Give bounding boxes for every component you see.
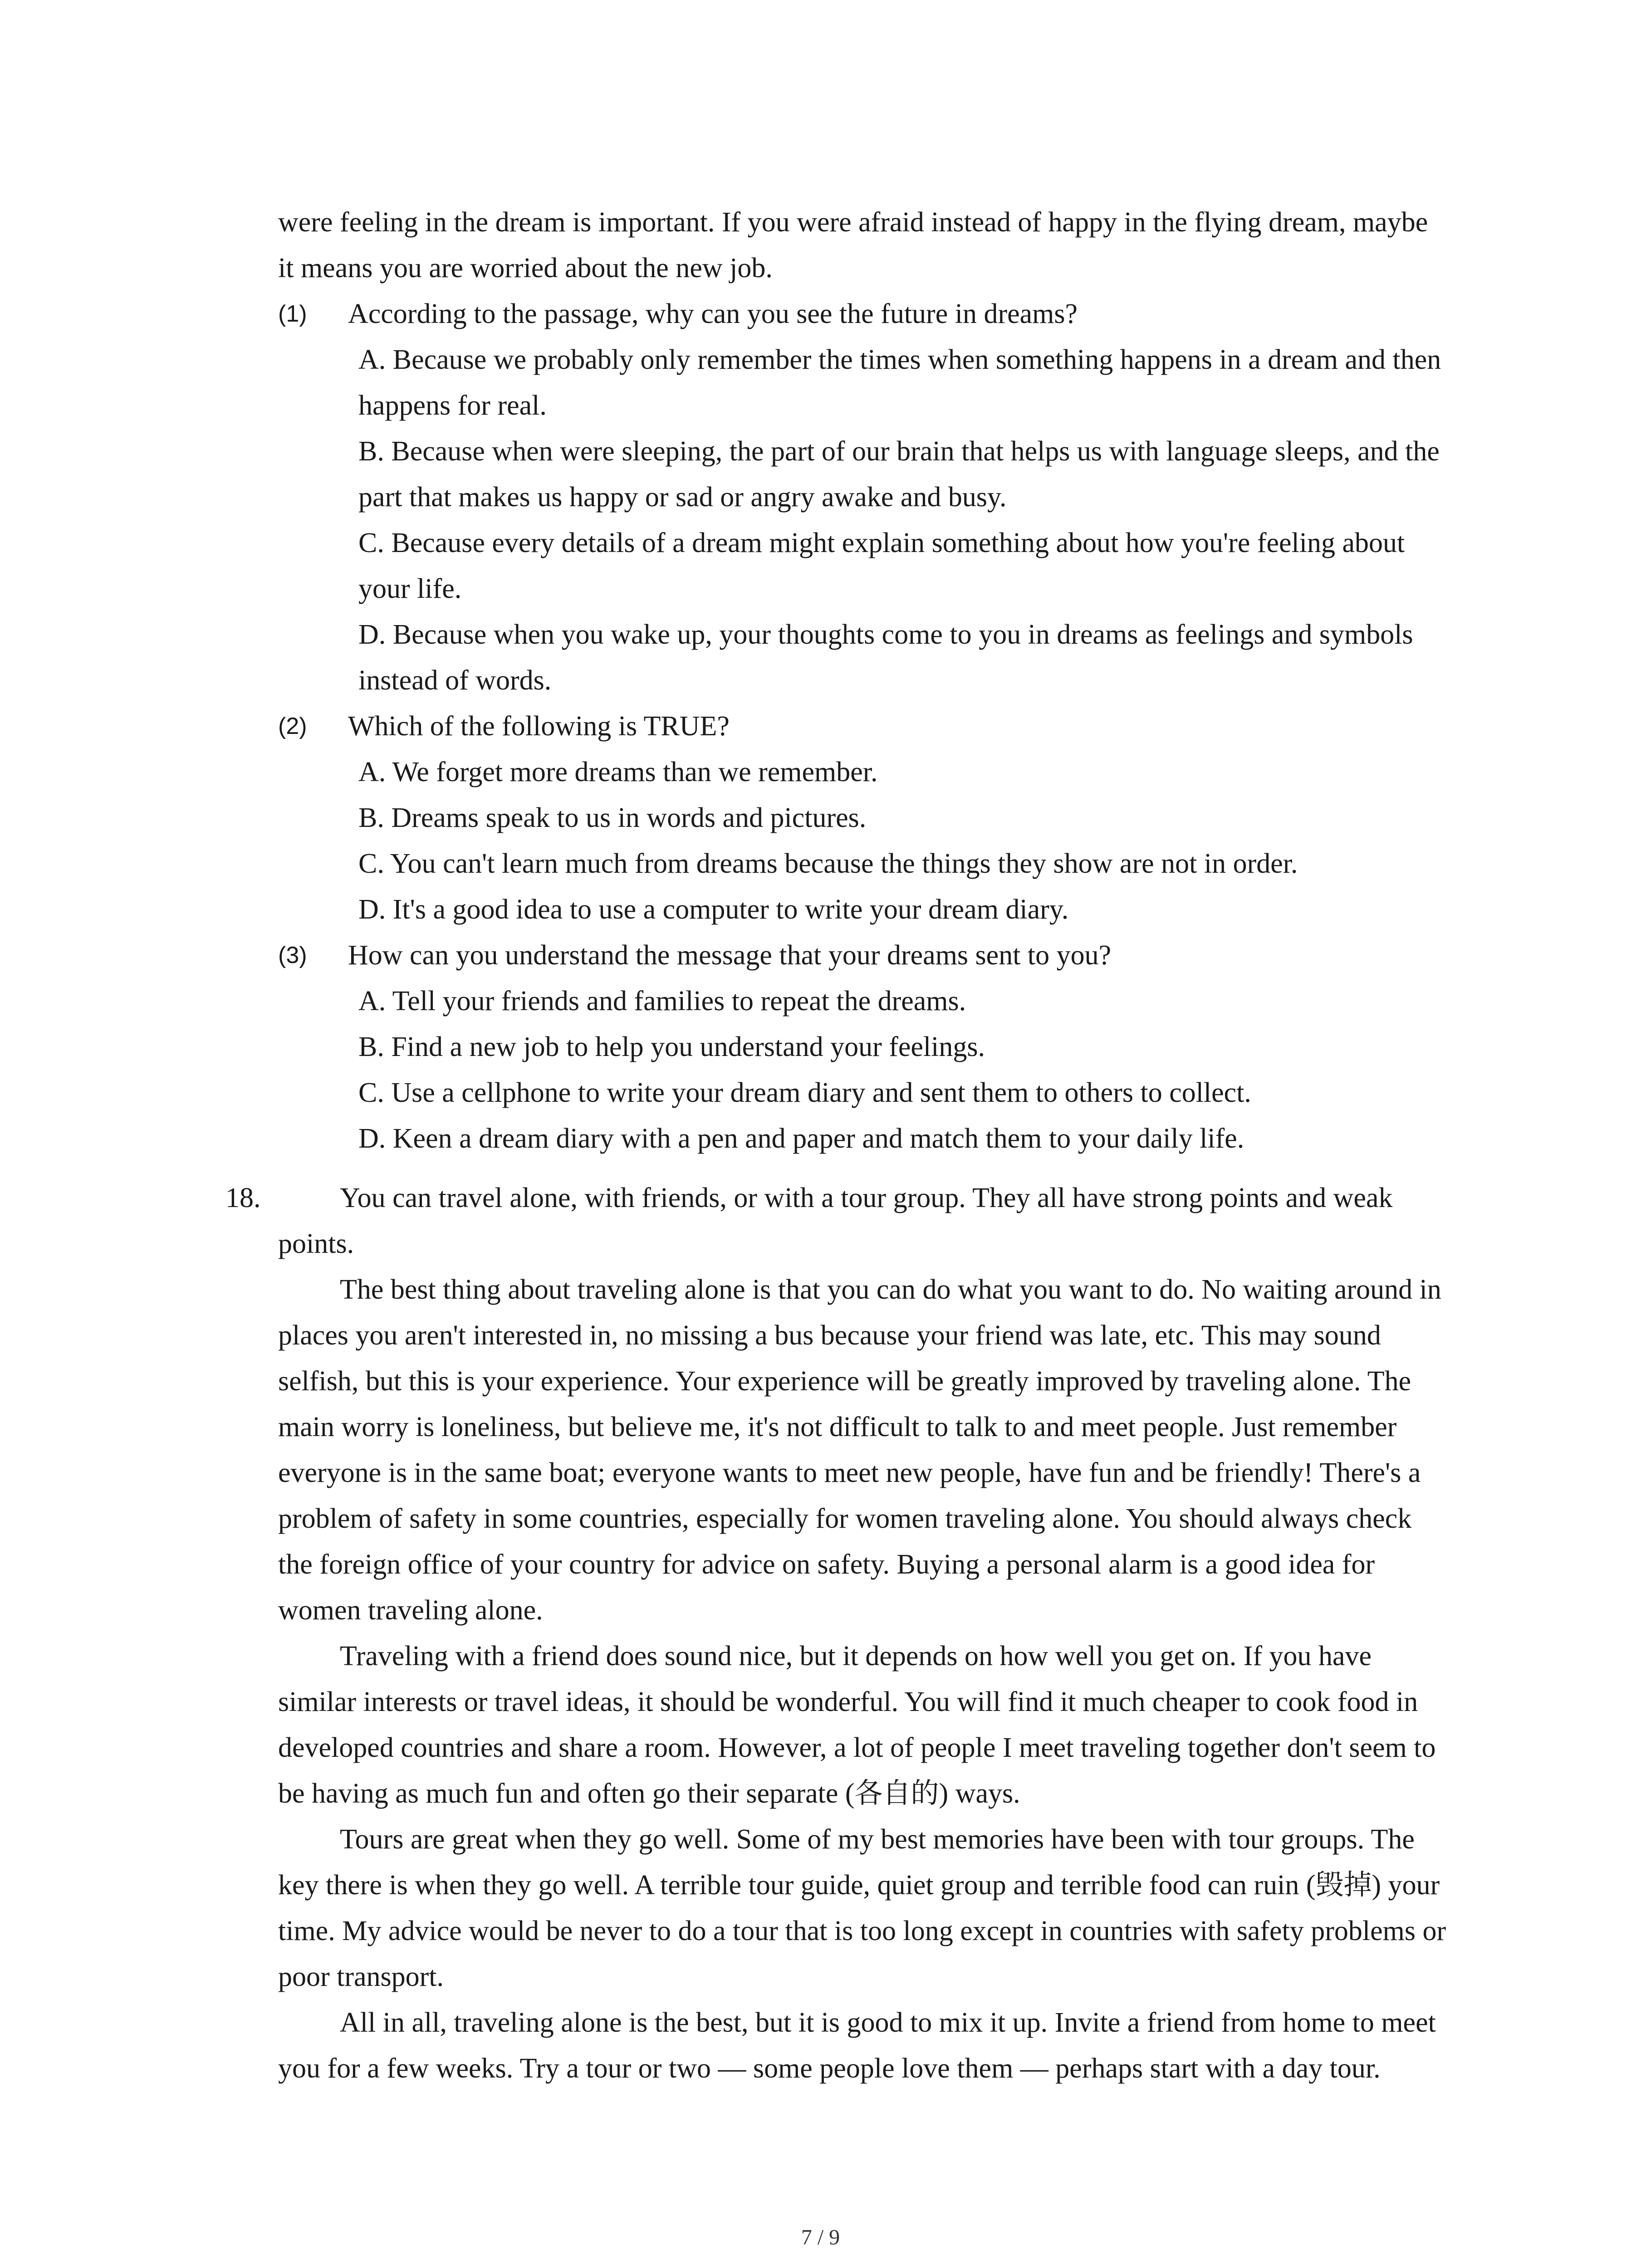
passage-continuation: were feeling in the dream is important. If you were afraid instead of happy in the flying dream, maybe it means you are worried about the new job. [278, 207, 1428, 284]
option-c: C. Use a cellphone to write your dream diary and sent them to others to collect. [358, 1077, 1251, 1108]
option-a: A. Tell your friends and families to repeat the dreams. [358, 986, 966, 1017]
page-number: 7 / 9 [801, 2225, 840, 2249]
option-d: D. It's a good idea to use a computer to write your dream diary. [358, 894, 1069, 925]
page-content [0, 200, 1641, 2092]
question-text: How can you understand the message that your dreams sent to you? [348, 940, 1112, 971]
option-c: C. Because every details of a dream might explain something about how you're feeling about your life. [358, 528, 1405, 604]
passage-paragraph-3: Traveling with a friend does sound nice, but it depends on how well you get on. If you have similar interests or travel ideas, it should be wonderful. You will find it much cheaper to cook food in developed countries and share a room. However, a lot of people I meet traveling together don't seem to be having as much fun and often go their separate (各自的) ways. [278, 1641, 1436, 1809]
question-text: According to the passage, why can you see the future in dreams? [348, 298, 1078, 329]
option-b: B. Find a new job to help you understand your feelings. [358, 1031, 985, 1062]
item-18 [0, 1175, 1641, 2092]
option-a: A. Because we probably only remember the times when something happens in a dream and then happens for real. [358, 344, 1441, 421]
passage-paragraph-5: All in all, traveling alone is the best, but it is good to mix it up. Invite a friend from home to meet you for a few weeks. Try a tour or two — some people love them — perhaps start with a day tour. [278, 2007, 1436, 2084]
option-b: B. Because when were sleeping, the part of our brain that helps us with language sleeps, and the part that makes us happy or sad or angry awake and busy. [358, 436, 1440, 513]
question-text: Which of the following is TRUE? [348, 711, 730, 742]
passage-paragraph-4: Tours are great when they go well. Some of my best memories have been with tour groups. The key there is when they go well. A terrible tour guide, quiet group and terrible food can ruin (毁掉) your time. My advice would be never to do a tour that is too long except in countries with safety problems or poor transport. [278, 1824, 1446, 1992]
question-2 [0, 704, 1641, 933]
item-number: 18. [225, 1183, 261, 1213]
option-a: A. We forget more dreams than we remember. [358, 757, 878, 787]
question-number: (3) [278, 942, 307, 968]
question-1 [0, 291, 1641, 704]
option-d: D. Because when you wake up, your thoughts come to you in dreams as feelings and symbols instead of words. [358, 619, 1413, 696]
question-number: (1) [278, 301, 307, 327]
option-c: C. You can't learn much from dreams because the things they show are not in order. [358, 848, 1298, 879]
option-d: D. Keen a dream diary with a pen and paper and match them to your daily life. [358, 1123, 1244, 1154]
option-b: B. Dreams speak to us in words and pictures. [358, 802, 867, 833]
question-3 [0, 933, 1641, 1162]
passage-paragraph-2: The best thing about traveling alone is that you can do what you want to do. No waiting around in places you aren't interested in, no missing a bus because your friend was late, etc. This may sound selfish, but this is your experience. Your experience will be greatly improved by traveling alone. The main worry is loneliness, but believe me, it's not difficult to talk to and meet people. Just remember everyone is in the same boat; everyone wants to meet new people, have fun and be friendly! There's a problem of safety in some countries, especially for women traveling alone. You should always check the foreign office of your country for advice on safety. Buying a personal alarm is a good idea for women traveling alone. [278, 1274, 1441, 1626]
passage-paragraph-1: You can travel alone, with friends, or with a tour group. They all have strong points and weak points. [278, 1183, 1393, 1259]
question-number: (2) [278, 713, 307, 739]
